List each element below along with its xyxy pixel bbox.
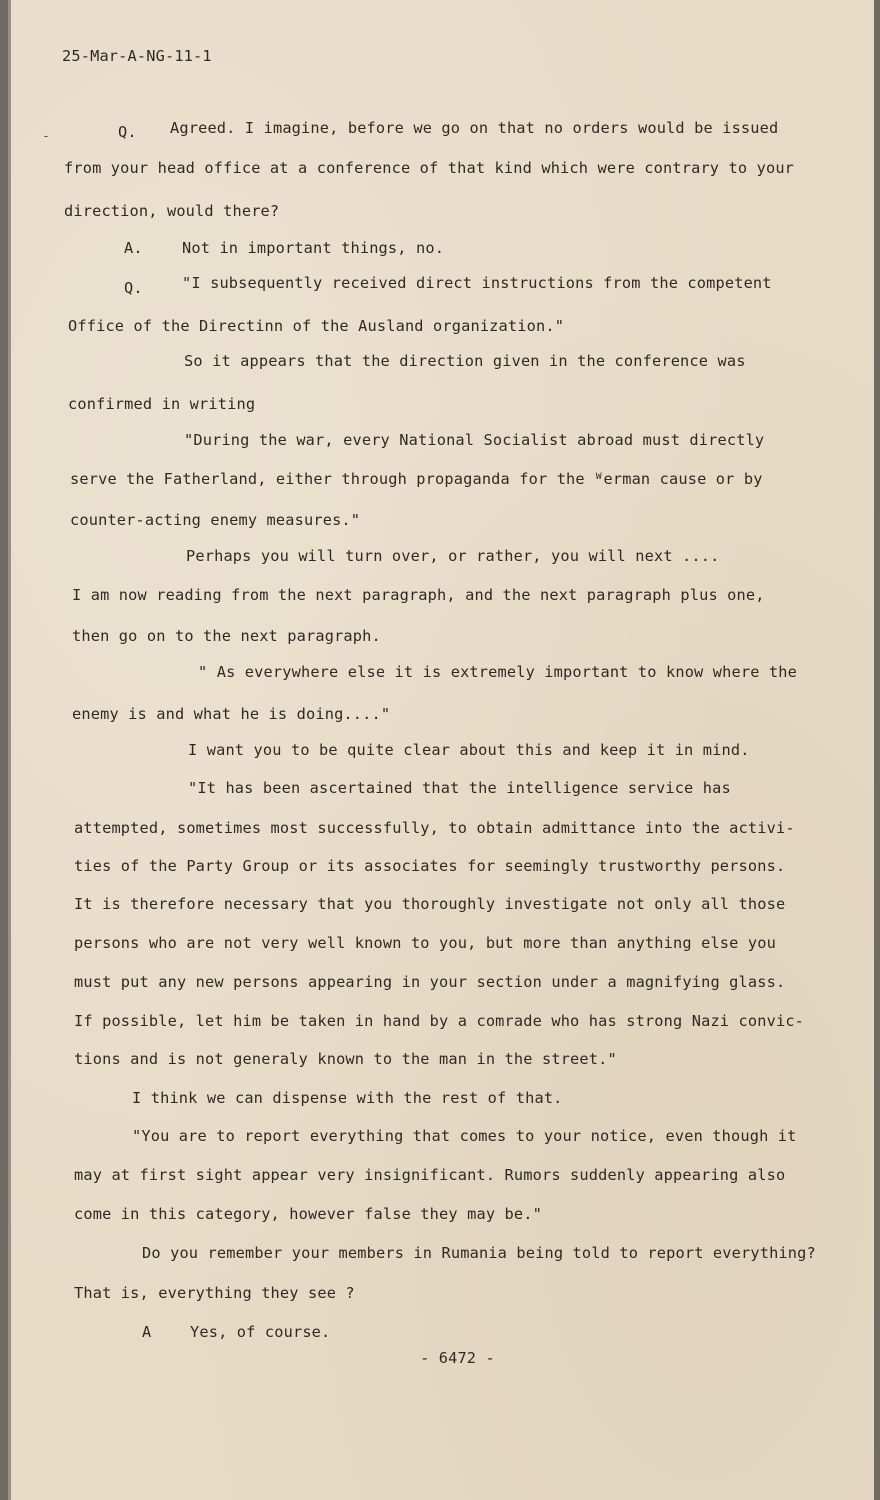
transcript-line: counter-acting enemy measures." (70, 511, 361, 529)
transcript-line: Yes, of course. (190, 1323, 331, 1341)
transcript-line: must put any new persons appearing in your section under a magnifying glass. (74, 973, 786, 991)
speaker-label-q: Q. (124, 279, 143, 297)
transcript-line: Not in important things, no. (182, 239, 445, 257)
transcript-line: I am now reading from the next paragraph, and the next paragraph plus one, (72, 586, 765, 604)
transcript-line: then go on to the next paragraph. (72, 627, 381, 645)
transcript-line: Office of the Directinn of the Ausland organization." (68, 317, 565, 335)
transcript-line: I think we can dispense with the rest of that. (132, 1089, 563, 1107)
transcript-line: If possible, let him be taken in hand by a comrade who has strong Nazi convic- (74, 1012, 805, 1030)
speaker-label-q: Q. (118, 123, 137, 141)
transcript-line: tions and is not generaly known to the man in the street." (74, 1050, 617, 1068)
transcript-line: "During the war, every National Socialist abroad must directly (184, 431, 765, 449)
transcript-line: "I subsequently received direct instructions from the competent (182, 274, 772, 292)
transcript-line: That is, everything they see ? (74, 1284, 355, 1302)
transcript-line: persons who are not very well known to you, but more than anything else you (74, 934, 776, 952)
speaker-label-a: A (142, 1323, 152, 1341)
transcript-line: Do you remember your members in Rumania being told to report everything? (142, 1244, 816, 1262)
margin-dash: - (42, 129, 50, 144)
transcript-line: " As everywhere else it is extremely important to know where the (198, 663, 798, 681)
document-page (8, 0, 874, 1500)
transcript-line: from your head office at a conference of that kind which were contrary to your (64, 159, 795, 177)
transcript-line: come in this category, however false they may be." (74, 1205, 542, 1223)
transcript-line: serve the Fatherland, either through propaganda for the ᵂerman cause or by (70, 470, 763, 488)
header-id: 25-Mar-A-NG-11-1 (62, 47, 212, 65)
transcript-line: "You are to report everything that comes to your notice, even though it (132, 1127, 797, 1145)
transcript-line: "It has been ascertained that the intelligence service has (188, 779, 731, 797)
transcript-line: direction, would there? (64, 202, 280, 220)
transcript-line: confirmed in writing (68, 395, 256, 413)
transcript-line: Agreed. I imagine, before we go on that no orders would be issued (170, 119, 779, 137)
page-edge (8, 0, 11, 1500)
transcript-line: So it appears that the direction given in the conference was (184, 352, 746, 370)
transcript-line: ties of the Party Group or its associates for seemingly trustworthy persons. (74, 857, 786, 875)
transcript-line: attempted, sometimes most successfully, to obtain admittance into the activi- (74, 819, 795, 837)
page-number: - 6472 - (420, 1349, 495, 1367)
transcript-line: enemy is and what he is doing...." (72, 705, 391, 723)
transcript-line: may at first sight appear very insignificant. Rumors suddenly appearing also (74, 1166, 786, 1184)
transcript-line: It is therefore necessary that you thoroughly investigate not only all those (74, 895, 786, 913)
transcript-line: Perhaps you will turn over, or rather, you will next .... (186, 547, 720, 565)
speaker-label-a: A. (124, 239, 143, 257)
transcript-line: I want you to be quite clear about this and keep it in mind. (188, 741, 750, 759)
